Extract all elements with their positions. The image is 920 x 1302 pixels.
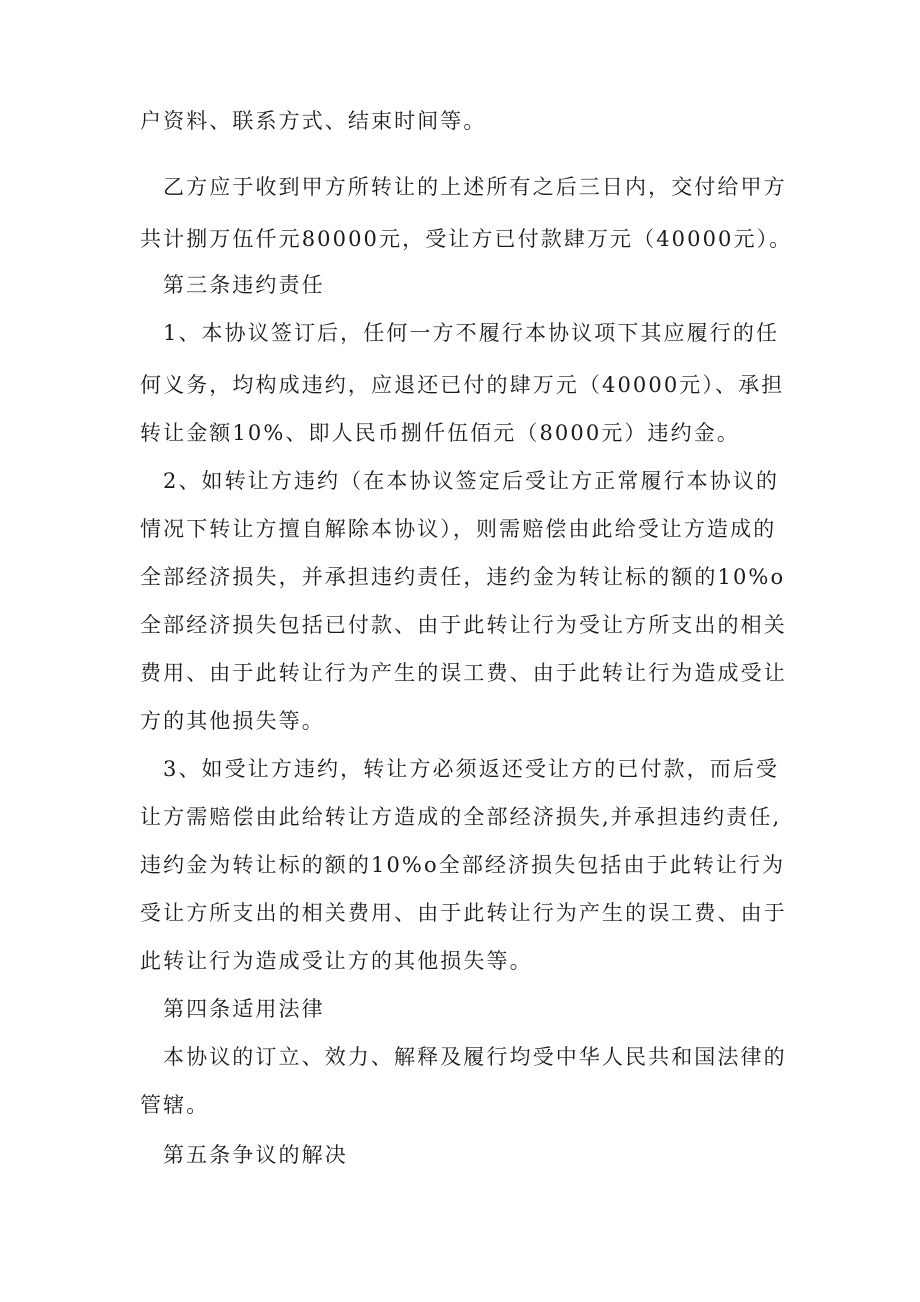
- text-line: 管辖。: [140, 1093, 210, 1117]
- text-line: 全部经济损失包括已付款、由于此转让行为受让方所支出的相关: [140, 613, 787, 637]
- text-line: 情况下转让方擅自解除本协议），则需赔偿由此给受让方造成的: [140, 517, 777, 541]
- text-line: 全部经济损失，并承担违约责任，违约金为转让标的额的10%o: [140, 565, 786, 589]
- text-line: 违约金为转让标的额的10%o全部经济损失包括由于此转让行为: [140, 853, 786, 877]
- text-line: 1、本协议签订后，任何一方不履行本协议项下其应履行的任: [163, 321, 780, 345]
- section-heading: 第五条争议的解决: [163, 1143, 348, 1167]
- text-line: 让方需赔偿由此给转让方造成的全部经济损失,并承担违约责任,: [140, 805, 782, 829]
- text-line: 共计捌万伍仟元80000元，受让方已付款肆万元（40000元）。: [140, 227, 793, 251]
- text-line: 乙方应于收到甲方所转让的上述所有之后三日内，交付给甲方: [163, 175, 787, 199]
- text-line: 此转让行为造成受让方的其他损失等。: [140, 949, 533, 973]
- text-line: 受让方所支出的相关费用、由于此转让行为产生的误工费、由于: [140, 901, 787, 925]
- text-line: 3、如受让方违约，转让方必须返还受让方的已付款，而后受: [163, 757, 780, 781]
- text-line: 何义务，均构成违约，应退还已付的肆万元（40000元）、承担: [140, 373, 785, 397]
- section-heading: 第四条适用法律: [163, 997, 325, 1021]
- text-line: 方的其他损失等。: [140, 709, 325, 733]
- section-heading: 第三条违约责任: [163, 273, 325, 297]
- text-line: 转让金额10%、即人民币捌仟伍佰元（8000元）违约金。: [140, 421, 740, 445]
- text-line: 本协议的订立、效力、解释及履行均受中华人民共和国法律的: [163, 1045, 787, 1069]
- text-line: 户资料、联系方式、结束时间等。: [140, 109, 487, 133]
- text-line: 费用、由于此转让行为产生的误工费、由于此转让行为造成受让: [140, 661, 787, 685]
- text-line: 2、如转让方违约（在本协议签定后受让方正常履行本协议的: [163, 469, 780, 493]
